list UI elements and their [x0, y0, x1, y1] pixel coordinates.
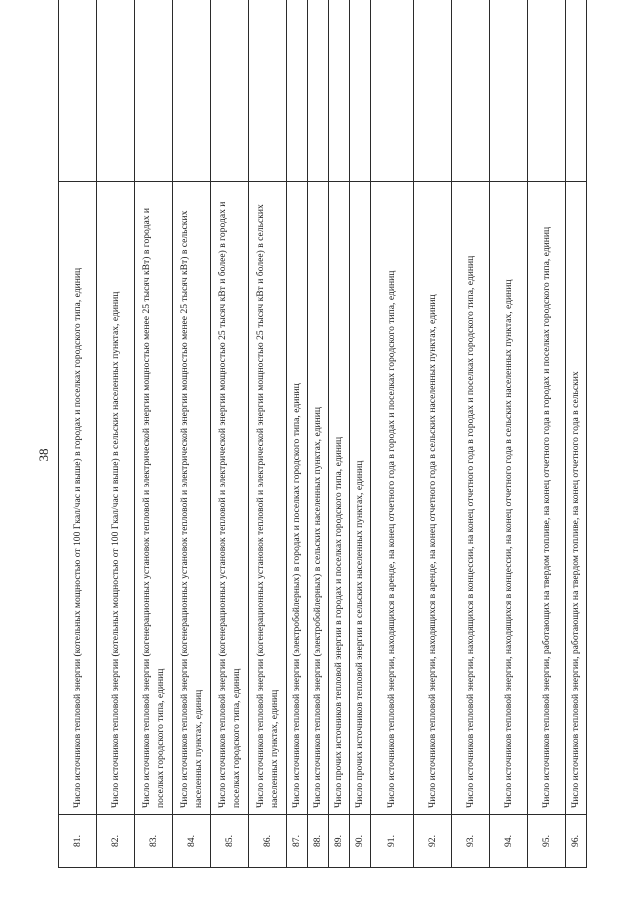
table-row: [490, 0, 528, 868]
row-value-cell: [97, 0, 135, 182]
row-value-cell: [308, 0, 329, 182]
row-value-cell: [135, 0, 173, 182]
row-text: Число источников тепловой энергии (котельных мощностью от 100 Гкал/час и выше) в сельских населенных пунктах, единиц: [97, 182, 135, 815]
row-value-cell: [211, 0, 249, 182]
row-value-cell: [414, 0, 452, 182]
row-text: Число источников тепловой энергии (когенерационных установок тепловой и электрической энергии мощностью менее 25 тысяч кВт) в сельских населенных пунктах, единиц: [173, 182, 211, 815]
row-text: Число источников тепловой энергии (котельных мощностью от 100 Гкал/час и выше) в городах и поселках городского типа, единиц: [59, 182, 97, 815]
row-number: 93.: [452, 815, 490, 868]
row-number: 92.: [414, 815, 452, 868]
table-row: [452, 0, 490, 868]
table-row: [414, 0, 452, 868]
row-text: Число источников тепловой энергии, работающих на твердом топливе, на конец отчетного года в городах и поселках городского типа, единиц: [528, 182, 566, 815]
row-text: Число источников тепловой энергии, находящихся в концессии, на конец отчетного года в сельских населенных пунктах, единиц: [490, 182, 528, 815]
row-text: Число источников тепловой энергии (когенерационных установок тепловой и электрической энергии мощностью 25 тысяч кВт и более) в сельских населенных пунктах, единиц: [249, 182, 287, 815]
row-number: 87.: [287, 815, 308, 868]
table-row: [350, 0, 371, 868]
indicator-table: [58, 28, 582, 868]
row-number: 84.: [173, 815, 211, 868]
row-number: 95.: [528, 815, 566, 868]
row-text: Число прочих источников тепловой энергии в сельских населенных пунктах, единиц: [350, 182, 371, 815]
row-text: Число источников тепловой энергии, находящихся в аренде, на конец отчетного года в городах и поселках городского типа, единиц: [371, 182, 414, 815]
row-value-cell: [329, 0, 350, 182]
row-number: 90.: [350, 815, 371, 868]
row-text: Число источников тепловой энергии, работающих на твердом топливе, на конец отчетного года в сельских: [566, 182, 587, 815]
row-number: 86.: [249, 815, 287, 868]
table-row: [211, 0, 249, 868]
row-value-cell: [452, 0, 490, 182]
row-text: Число источников тепловой энергии (электробойлерных) в сельских населенных пунктах, единиц: [308, 182, 329, 815]
row-value-cell: [350, 0, 371, 182]
row-text: Число источников тепловой энергии, находящихся в концессии, на конец отчетного года в городах и поселках городского типа, единиц: [452, 182, 490, 815]
row-value-cell: [490, 0, 528, 182]
table-row: [566, 0, 587, 868]
row-text: Число источников тепловой энергии (когенерационных установок тепловой и электрической энергии мощностью менее 25 тысяч кВт) в городах и поселках городского типа, единиц: [135, 182, 173, 815]
row-number: 94.: [490, 815, 528, 868]
table-row: [249, 0, 287, 868]
row-number: 82.: [97, 815, 135, 868]
table-row: [173, 0, 211, 868]
table-row: [287, 0, 308, 868]
row-number: 85.: [211, 815, 249, 868]
row-number: 91.: [371, 815, 414, 868]
table-row: [59, 0, 97, 868]
table-row: [135, 0, 173, 868]
row-text: Число источников тепловой энергии (когенерационных установок тепловой и электрической энергии мощностью 25 тысяч кВт и более) в городах и поселках городского типа, единиц: [211, 182, 249, 815]
row-value-cell: [566, 0, 587, 182]
row-text: Число источников тепловой энергии, находящихся в аренде, на конец отчетного года в сельских населенных пунктах, единиц: [414, 182, 452, 815]
row-number: 83.: [135, 815, 173, 868]
table-row: [371, 0, 414, 868]
row-value-cell: [287, 0, 308, 182]
row-number: 96.: [566, 815, 587, 868]
table-row: [329, 0, 350, 868]
table-row: [528, 0, 566, 868]
table-row: [308, 0, 329, 868]
row-text: Число источников тепловой энергии (электробойлерных) в городах и поселках городского типа, единиц: [287, 182, 308, 815]
row-value-cell: [528, 0, 566, 182]
row-number: 81.: [59, 815, 97, 868]
row-text: Число прочих источников тепловой энергии в городах и поселках городского типа, единиц: [329, 182, 350, 815]
row-value-cell: [249, 0, 287, 182]
page-number: 38: [36, 448, 51, 462]
row-value-cell: [371, 0, 414, 182]
row-number: 89.: [329, 815, 350, 868]
row-value-cell: [173, 0, 211, 182]
row-number: 88.: [308, 815, 329, 868]
row-value-cell: [59, 0, 97, 182]
table-row: [97, 0, 135, 868]
